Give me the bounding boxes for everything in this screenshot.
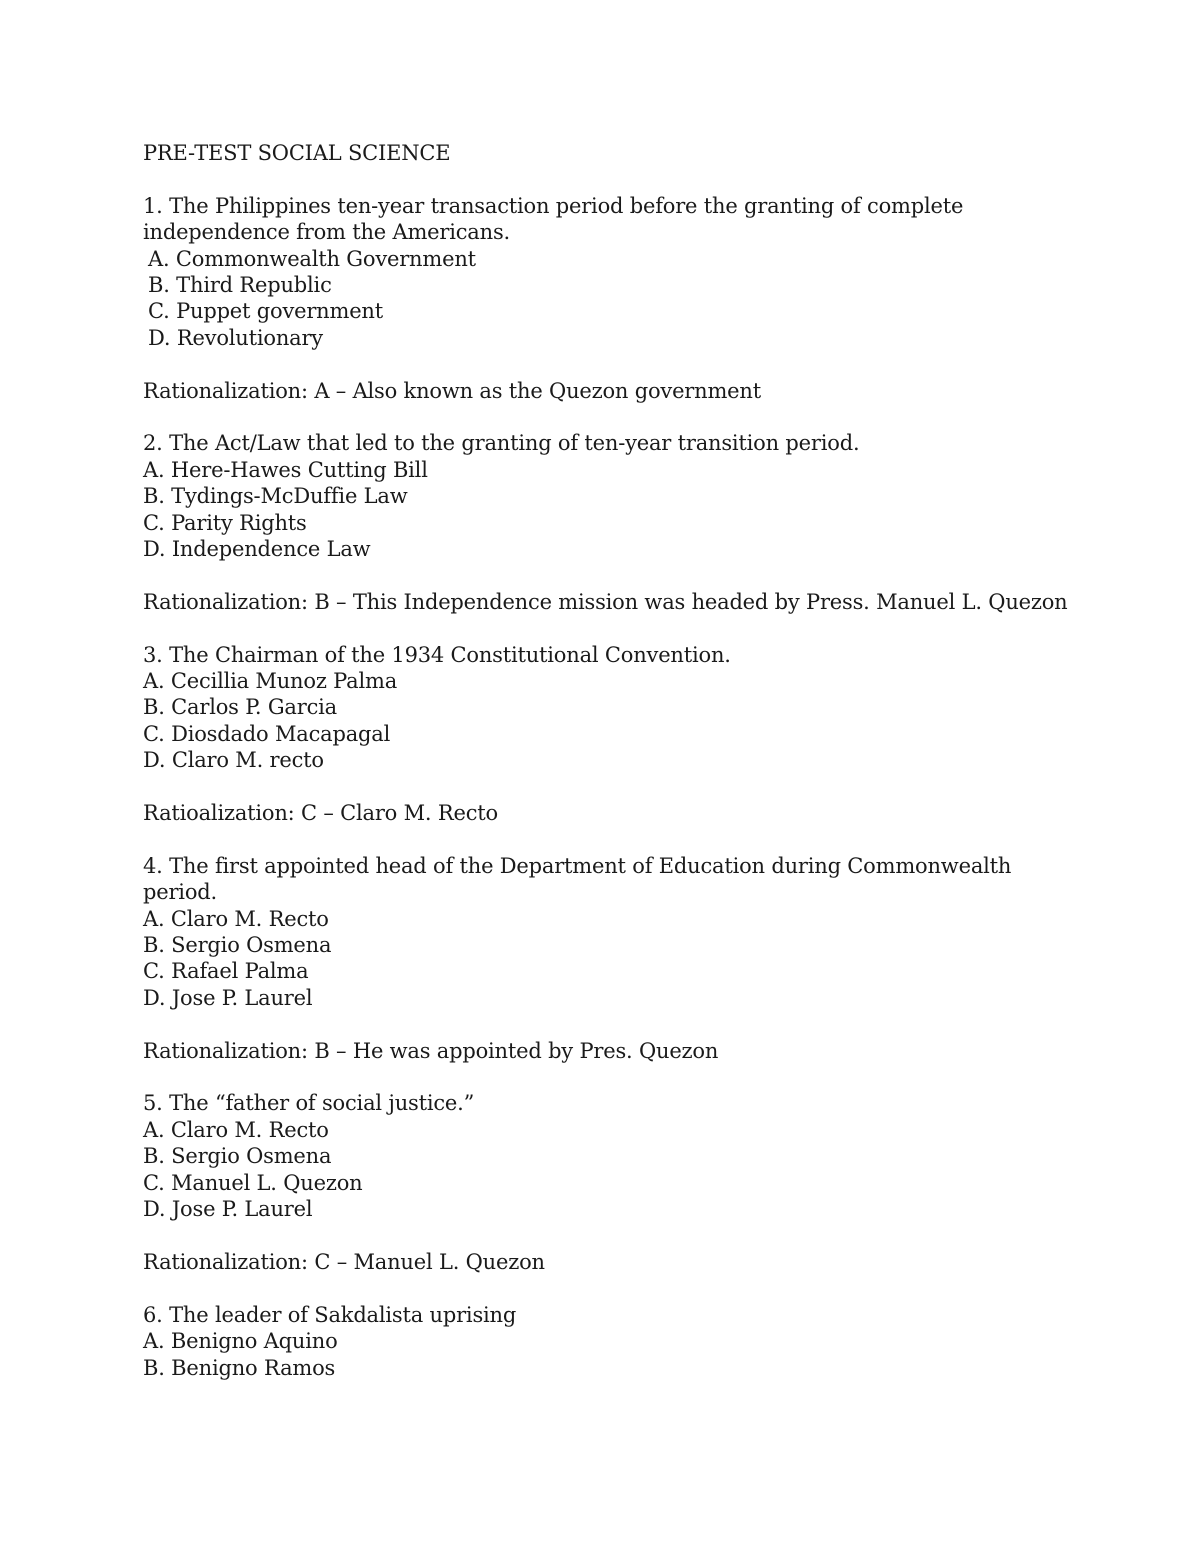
question-stem: 2. The Act/Law that led to the granting of ten-year transition period. (143, 431, 860, 456)
rationale: Rationalization: C – Manuel L. Quezon (143, 1249, 545, 1274)
choice-b: B. Sergio Osmena (143, 1144, 332, 1169)
rationale: Ratioalization: C – Claro M. Recto (143, 801, 498, 826)
question-stem: 1. The Philippines ten-year transaction period before the granting of complete independence from the Americans. (143, 193, 964, 245)
choice-a: A. Commonwealth Government (148, 246, 476, 271)
question-4 (143, 853, 1083, 1064)
rationale: Rationalization: A – Also known as the Quezon government (143, 378, 761, 403)
question-2 (143, 430, 1083, 615)
question-6 (143, 1302, 1083, 1381)
question-3 (143, 642, 1083, 827)
choice-b: B. Sergio Osmena (143, 933, 332, 958)
document-title: PRE-TEST SOCIAL SCIENCE (143, 141, 451, 165)
choice-a: A. Claro M. Recto (143, 906, 329, 931)
question-stem: 4. The first appointed head of the Department of Education during Commonwealth period. (143, 853, 1012, 905)
choice-c: C. Diosdado Macapagal (143, 721, 391, 746)
choice-list (143, 246, 1083, 352)
choice-a: A. Cecillia Munoz Palma (143, 669, 398, 694)
choice-list (143, 906, 1083, 1012)
choice-c: C. Manuel L. Quezon (143, 1170, 363, 1195)
question-stem: 5. The “father of social justice.” (143, 1091, 475, 1116)
question-1 (143, 193, 1083, 404)
choice-list (143, 1328, 1083, 1381)
choice-list (143, 668, 1083, 774)
choice-b: B. Carlos P. Garcia (143, 695, 337, 720)
choice-c: C. Puppet government (148, 299, 383, 324)
choice-b: B. Tydings-McDuffie Law (143, 484, 408, 509)
rationale: Rationalization: B – This Independence mission was headed by Press. Manuel L. Quezon (143, 589, 1068, 614)
question-stem: 3. The Chairman of the 1934 Constitutional Convention. (143, 642, 731, 667)
rationale: Rationalization: B – He was appointed by Pres. Quezon (143, 1038, 719, 1063)
choice-d: D. Revolutionary (148, 325, 323, 350)
choice-b: B. Benigno Ramos (143, 1355, 336, 1380)
choice-c: C. Rafael Palma (143, 959, 309, 984)
question-stem: 6. The leader of Sakdalista uprising (143, 1302, 517, 1327)
choice-list (143, 1117, 1083, 1223)
question-5 (143, 1090, 1083, 1275)
choice-b: B. Third Republic (148, 273, 332, 298)
choice-d: D. Jose P. Laurel (143, 985, 313, 1010)
choice-a: A. Here-Hawes Cutting Bill (143, 457, 428, 482)
choice-d: D. Claro M. recto (143, 748, 324, 773)
document-page (143, 140, 1083, 1407)
choice-a: A. Benigno Aquino (143, 1329, 338, 1354)
choice-c: C. Parity Rights (143, 510, 307, 535)
choice-a: A. Claro M. Recto (143, 1117, 329, 1142)
choice-d: D. Independence Law (143, 537, 371, 562)
choice-d: D. Jose P. Laurel (143, 1197, 313, 1222)
choice-list (143, 457, 1083, 563)
